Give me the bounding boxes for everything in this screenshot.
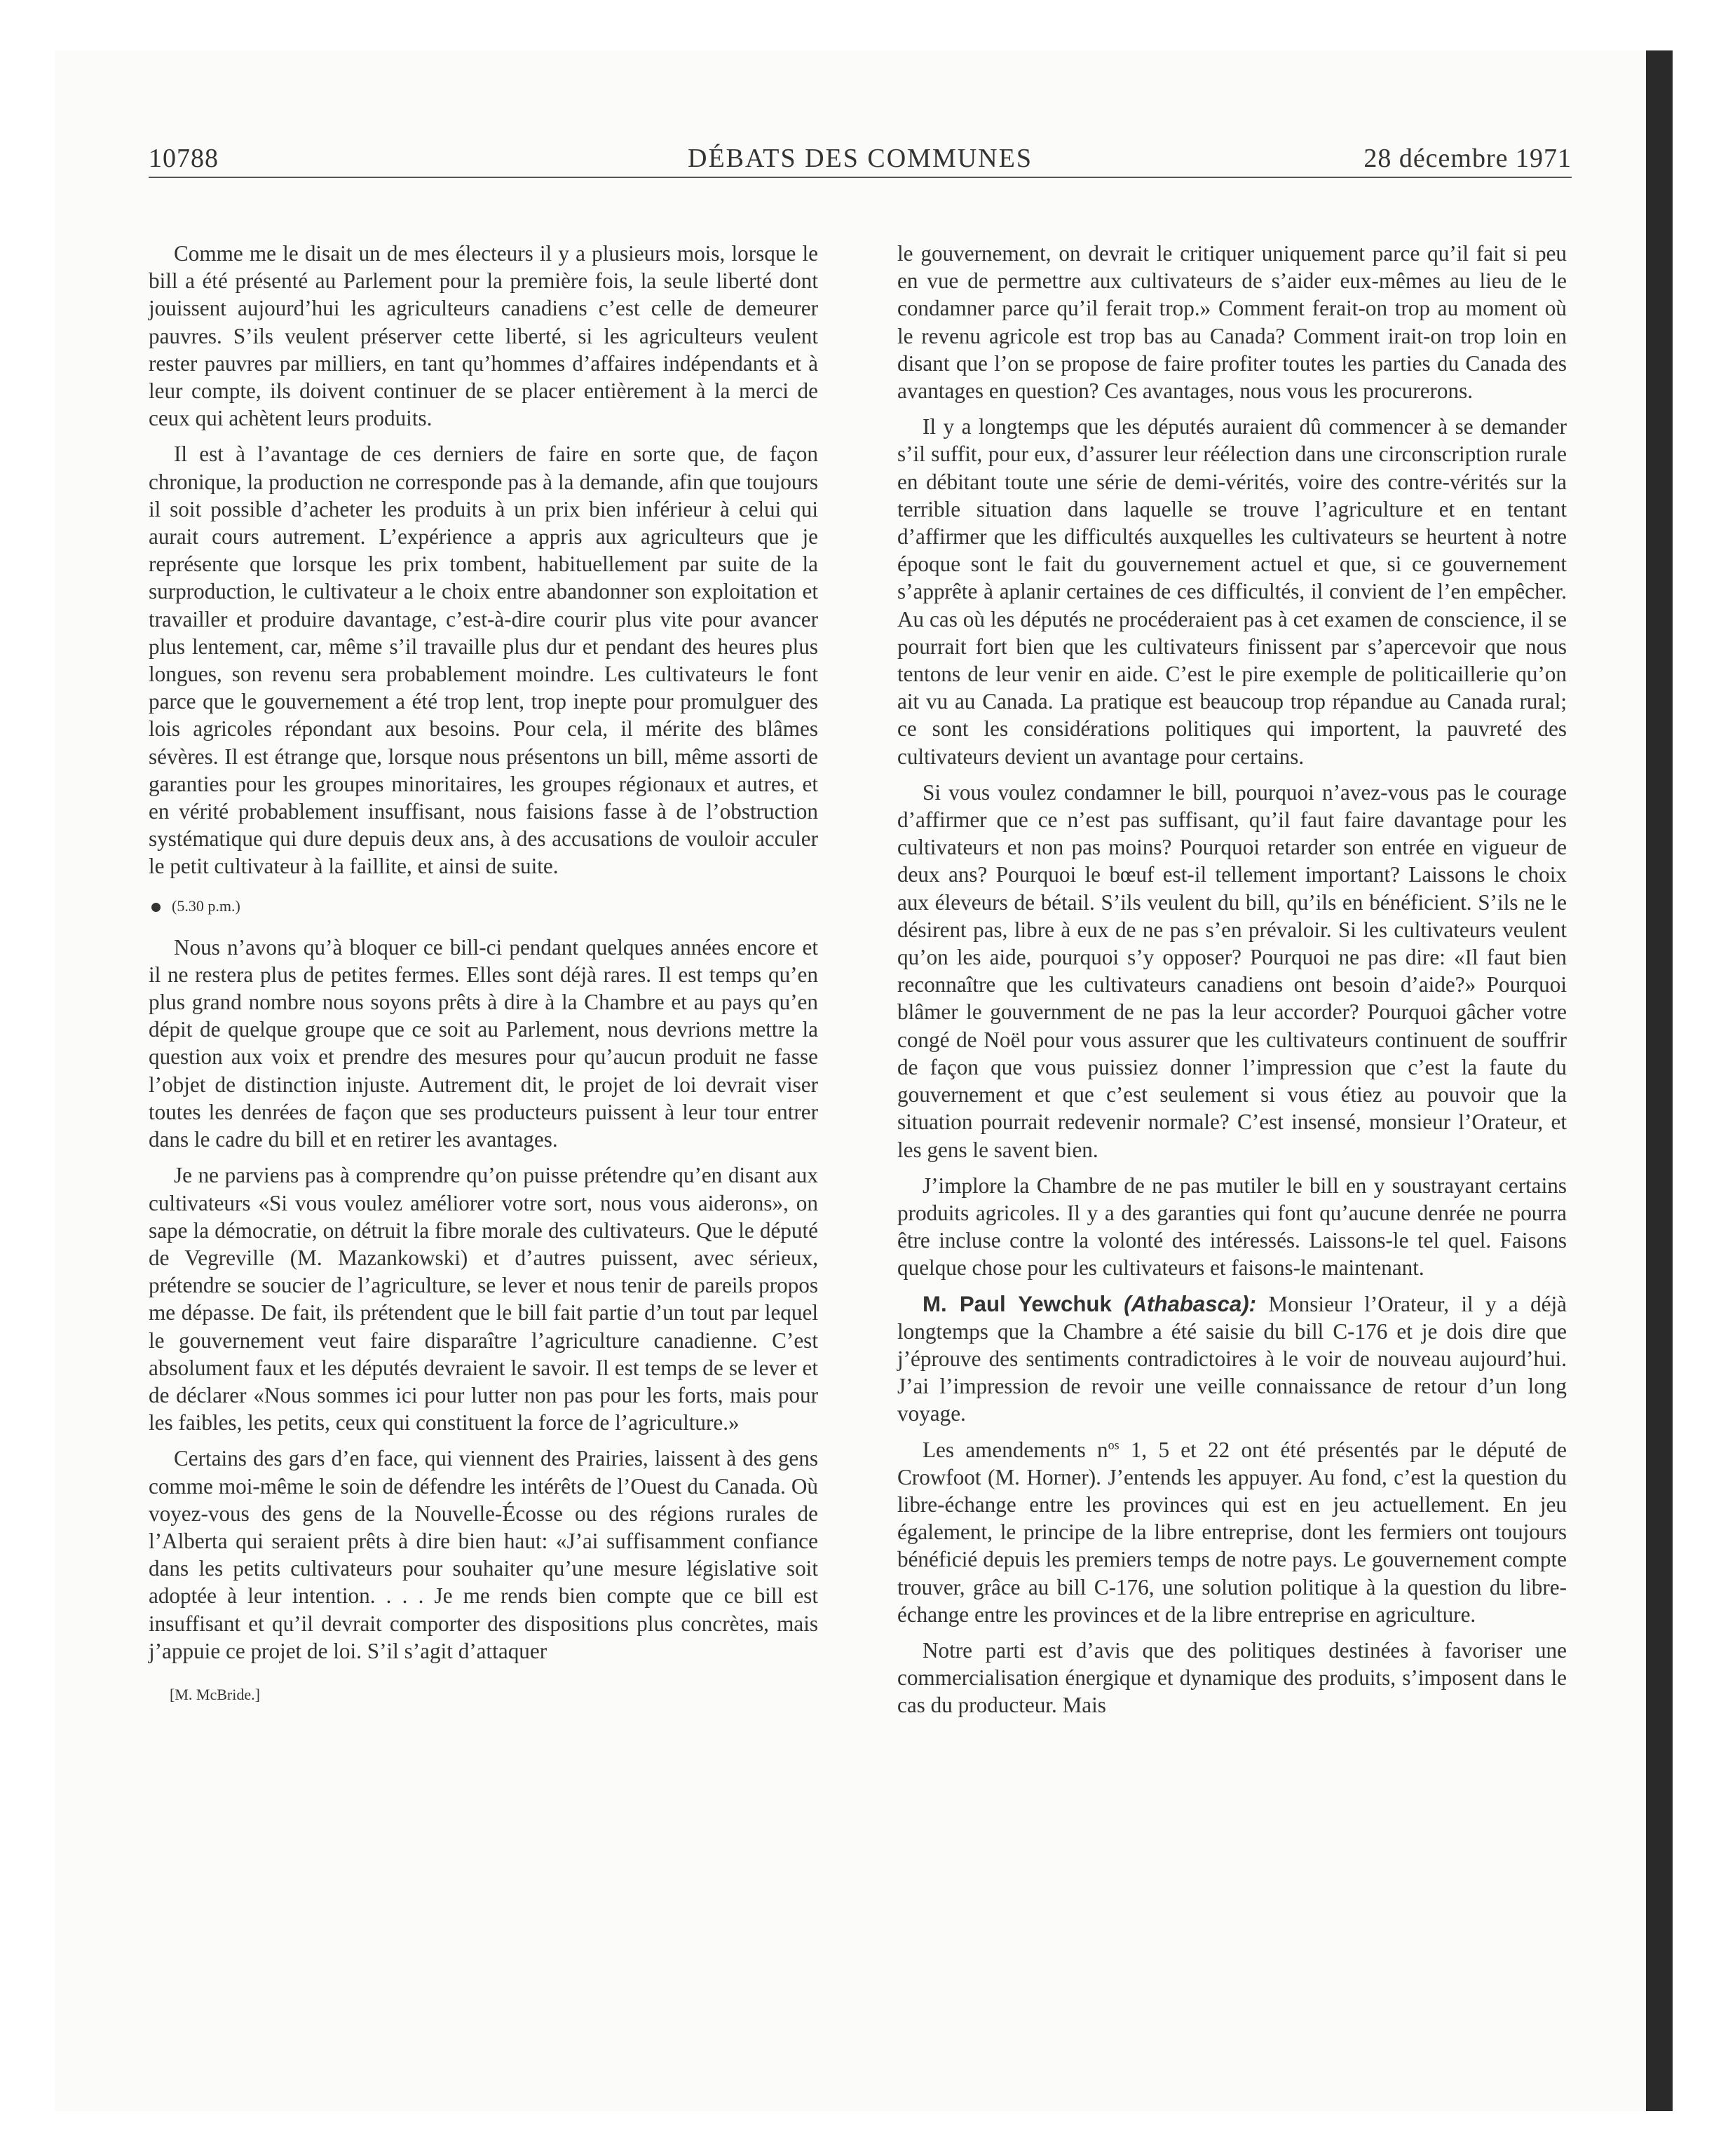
paragraph: Si vous voulez condamner le bill, pourquoi n’avez-vous pas le courage d’affirmer que ce n’est pas suffisant, qu’il faut faire davantage pour les cultivateurs et non pas moins? Pourquoi retarder son entrée en vigueur de deux ans? Pourquoi le bœuf est-il tellement important? Laissons le choix aux éleveurs de bétail. S’ils veulent du bill, qu’ils en bénéficient. S’ils ne le désirent pas, libre à eux de ne pas s’en prévaloir. Si les cultivateurs veulent qu’on les aide, pourquoi s’y opposer? Pourquoi ne pas dire: «Il faut bien reconnaître que les cultivateurs canadiens ont besoin d’aide?» Pourquoi blâmer le gouvernment de ne pas la leur accorder? Pourquoi gâcher votre congé de Noël pour vous assurer que les cultivateurs continuent de souffrir de façon que vous puissiez donner l’impression que c’est la faute du gouvernement et que c’est seulement si vous étiez au pouvoir que la situation pourrait redevenir normale? C’est insensé, monsieur l’Orateur, et les gens le savent bien. [897, 779, 1567, 1162]
speaker-riding: (Athabasca): [1124, 1291, 1257, 1316]
page-number: 10788 [149, 144, 219, 173]
timestamp-marker [149, 896, 818, 917]
text-run: Les amendements n [923, 1437, 1108, 1462]
paragraph: Comme me le disait un de mes électeurs il y a plusieurs mois, lorsque le bill a été présenté au Parlement pour la première fois, la seule liberté dont jouissent aujourd’hui les agriculteurs canadiens c’est celle de demeurer pauvres. S’ils veulent préserver cette liberté, si les agriculteurs veulent rester pauvres par milliers, en tant qu’hommes d’affaires indépendants et à leur compte, ils doivent continuer de se placer entièrement à la merci de ceux qui achètent leurs produits. [149, 241, 818, 431]
speech-paragraph [897, 1290, 1567, 1428]
paragraph: le gouvernement, on devrait le critiquer uniquement parce qu’il fait si peu en vue de permettre aux cultivateurs de s’aider eux-mêmes au lieu de le condamner parce qu’il ferait trop.» Comment ferait-on trop au moment où le revenu agricole est trop bas au Canada? Comment irait-on trop loin en disant que l’on se propose de faire profiter toutes les parties du Canada des avantages en question? Ces avantages, nous vous les procurerons. [897, 241, 1567, 404]
paragraph: Certains des gars d’en face, qui viennent des Prairies, laissent à des gens comme moi-même le soin de défendre les intérêts de l’Ouest du Canada. Où voyez-vous des gens de la Nouvelle-Écosse ou des régions rurales de l’Alberta qui seraient prêts à dire bien haut: «J’ai suffisamment confiance dans les petits cultivateurs pour souhaiter qu’une mesure législative soit adoptée à leur intention. . . . Je me rends bien compte que ce bill est insuffisant et qu’il devrait comporter des dispositions plus concrètes, mais j’appuie ce projet de loi. S’il s’agit d’attaquer [149, 1446, 818, 1663]
timestamp-text: (5.30 p.m.) [172, 896, 240, 915]
speaker-footnote: [M. McBride.] [170, 1685, 260, 1703]
speaker-name: M. Paul Yewchuk [923, 1291, 1112, 1316]
paragraph: Il est à l’avantage de ces derniers de faire en sorte que, de façon chronique, la production ne corresponde pas à la demande, afin que toujours il soit possible d’acheter les produits à un prix bien inférieur à celui qui aurait cours autrement. L’expérience a appris aux agriculteurs que je représente que lorsque les prix tombent, habituellement par suite de la surproduction, le cultivateur a le choix entre abandonner son exploitation et travailler et produire davantage, c’est-à-dire courir plus vite pour avancer plus lentement, car, même s’il travaille plus dur et pendant des heures plus longues, son revenu sera probablement moindre. Les cultivateurs le font parce que le gouvernement a été trop lent, trop inepte pour promulguer des lois agricoles répondant aux besoins. Pour cela, il mérite des blâmes sévères. Il est étrange que, lorsque nous présentons un bill, même assorti de garanties pour les groupes minoritaires, les groupes régionaux et autres, et en vérité probablement insuffisant, nous faisions fasse à de l’obstruction systématique qui dure depuis deux ans, à des accusations de vouloir acculer le petit cultivateur à la faillite, et ainsi de suite. [149, 442, 818, 879]
paragraph [897, 1436, 1567, 1628]
right-column [897, 240, 1567, 1719]
text-run: 1, 5 et 22 ont été présentés par le député de Crowfoot (M. Horner). J’entends les appuyer. Au fond, c’est la question du libre-échange entre les provinces qui est en jeu actuellement. En jeu également, le principe de la libre entreprise, dont les fermiers ont toujours bénéficié depuis les premiers temps de notre pays. Le gouvernement compte trouver, grâce au bill C-176, une solution politique à la question du libre-échange entre les provinces et de la libre entreprise en agriculture. [897, 1437, 1567, 1627]
paragraph: J’implore la Chambre de ne pas mutiler le bill en y soustrayant certains produits agricoles. Il y a des garanties qui font qu’aucune denrée ne pourra être incluse contre la volonté des intéressés. Laissons-le tel quel. Faisons quelque chose pour les cultivateurs et faisons-le maintenant. [897, 1173, 1567, 1281]
scan-edge-bar [1646, 50, 1673, 2111]
publication-date: 28 décembre 1971 [1363, 144, 1572, 173]
paragraph: Je ne parviens pas à comprendre qu’on puisse prétendre qu’en disant aux cultivateurs «Si vous voulez améliorer votre sort, nous vous aiderons», on sape la démocratie, on détruit la fibre morale des cultivateurs. Que le député de Vegreville (M. Mazankowski) et d’autres puissent, avec sérieux, prétendre se soucier de l’agriculture, se lever et nous tenir de pareils propos me dépasse. De fait, ils prétendent que le bill fait partie d’un tout par lequel le gouvernement veut faire disparaître l’agriculture canadienne. C’est absolument faux et les députés devraient le savoir. Il est temps de se lever et de déclarer «Nous sommes ici pour lutter non pas pour les forts, mais pour les faibles, les petits, ceux qui constituent la force de l’agriculture.» [149, 1163, 818, 1435]
superscript: os [1108, 1438, 1120, 1452]
paragraph: Il y a longtemps que les députés auraient dû commencer à se demander s’il suffit, pour eux, d’assurer leur réélection dans une circonscription rurale en débitant toute une série de demi-vérités, voire des contre-vérités sur la terrible situation dans laquelle se trouve l’agriculture et en tentant d’affirmer que les difficultés auxquelles les cultivateurs se heurtent à notre époque sont le fait du gouvernement actuel et que, si ce gouvernement s’apprête à aplanir certaines de ces difficultés, il convient de l’en empêcher. Au cas où les députés ne procéderaient pas à cet examen de conscience, il se pourrait fort bien que les cultivateurs finissent par s’apercevoir que nous tentons de leur venir en aide. C’est le pire exemple de politicaillerie qu’on ait vu au Canada. La pratique est beaucoup trop répandue au Canada rural; ce sont les considérations politiques qui importent, la pauvreté des cultivateurs devient un avantage pour certains. [897, 414, 1567, 769]
left-column [149, 240, 818, 1705]
page-header [149, 143, 1572, 178]
bullet-icon [151, 903, 161, 912]
paragraph: Notre parti est d’avis que des politiques destinées à favoriser une commercialisation énergique et dynamique des produits, s’imposent dans le cas du producteur. Mais [897, 1637, 1567, 1718]
speech-text: Monsieur l’Orateur, il y a déjà longtemps que la Chambre a été saisie du bill C-176 et je dois dire que j’éprouve des sentiments contradictoires à le voir de nouveau aujourd’hui. J’ai l’impression de revoir une veille connaissance de retour d’un long voyage. [897, 1291, 1567, 1426]
paragraph: Nous n’avons qu’à bloquer ce bill-ci pendant quelques années encore et il ne restera plus de petites fermes. Elles sont déjà rares. Il est temps qu’en plus grand nombre nous soyons prêts à dire à la Chambre et au pays qu’en dépit de quelque groupe que ce soit au Parlement, nous devrions mettre la question aux voix et prendre des mesures pour qu’aucun produit ne fasse l’objet de distinction injuste. Autrement dit, le projet de loi devrait viser toutes les denrées de façon que ses producteurs puissent à leur tour entrer dans le cadre du bill et en retirer les avantages. [149, 934, 818, 1152]
publication-title: DÉBATS DES COMMUNES [688, 144, 1033, 173]
